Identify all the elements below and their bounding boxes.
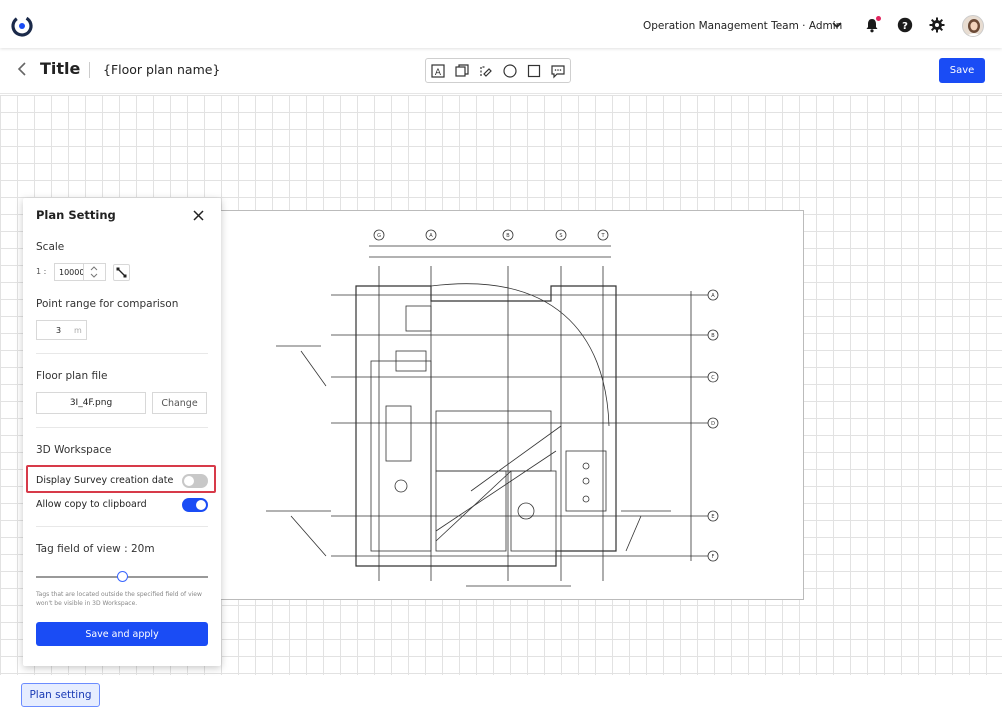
- change-file-button[interactable]: Change: [152, 392, 207, 414]
- allow-copy-toggle[interactable]: [182, 498, 208, 512]
- grid-label: C: [711, 375, 715, 381]
- floor-plan-image[interactable]: [220, 210, 804, 600]
- comment-icon: [550, 63, 566, 79]
- path-edit-tool[interactable]: [474, 59, 498, 82]
- grid-label: F: [711, 554, 715, 560]
- notification-dot: [876, 16, 881, 21]
- avatar[interactable]: [962, 15, 984, 37]
- drawing-toolbar: [425, 58, 571, 83]
- tag-fov-label: Tag field of view : 20m: [36, 543, 155, 555]
- grid-label: A: [429, 233, 433, 239]
- expand-diagonal-icon: [116, 267, 127, 278]
- scale-stepper[interactable]: [83, 264, 103, 280]
- floor-plan-name: {Floor plan name}: [103, 62, 221, 77]
- scale-prefix: 1 :: [36, 267, 47, 276]
- panel-title: Plan Setting: [36, 208, 116, 222]
- grid-label: B: [506, 233, 510, 239]
- scale-label: Scale: [36, 241, 65, 253]
- team-selector[interactable]: Operation Management Team · Admin: [643, 20, 843, 32]
- square-icon: [526, 63, 542, 79]
- toggle-knob: [196, 500, 206, 510]
- scale-measure-button[interactable]: [113, 264, 130, 281]
- file-name-field: 3I_4F.png: [36, 392, 146, 414]
- grid-label: D: [711, 421, 715, 427]
- point-range-unit: m: [74, 326, 82, 335]
- scale-value: 10000: [59, 268, 85, 277]
- square-tool[interactable]: [522, 59, 546, 82]
- floor-plan-file-label: Floor plan file: [36, 370, 108, 382]
- app-logo[interactable]: [10, 14, 34, 38]
- text-box-tool[interactable]: [426, 59, 450, 82]
- title-divider: [89, 62, 90, 78]
- save-and-apply-button[interactable]: Save and apply: [36, 622, 208, 646]
- top-header: [0, 0, 1002, 48]
- divider: [36, 353, 208, 354]
- title-bar: [0, 48, 1002, 94]
- tag-fov-slider-handle[interactable]: [117, 571, 128, 582]
- grid-label: E: [711, 514, 715, 520]
- allow-copy-label: Allow copy to clipboard: [36, 499, 147, 510]
- svg-text:?: ?: [902, 20, 908, 32]
- text-box-icon: [430, 63, 446, 79]
- close-icon[interactable]: [193, 210, 204, 221]
- copy-icon: [454, 63, 470, 79]
- path-edit-icon: [478, 63, 494, 79]
- divider: [36, 526, 208, 527]
- comment-tool[interactable]: [546, 59, 570, 82]
- point-range-value: 3: [56, 326, 62, 335]
- help-icon[interactable]: [897, 17, 913, 33]
- tag-note: Tags that are located outside the specified field of view won't be visible in 3D Workspace.: [36, 591, 202, 607]
- display-survey-label: Display Survey creation date: [36, 475, 174, 486]
- grid-label: A: [711, 293, 715, 299]
- svg-text:A: A: [434, 67, 442, 78]
- grid-label: T: [601, 233, 605, 239]
- workspace-label: 3D Workspace: [36, 444, 112, 456]
- back-arrow-icon[interactable]: [16, 61, 28, 77]
- chevron-down-icon[interactable]: [832, 21, 842, 29]
- point-range-input[interactable]: [36, 320, 87, 340]
- toggle-knob: [184, 476, 194, 486]
- plan-setting-panel: [23, 198, 221, 666]
- point-range-label: Point range for comparison: [36, 298, 179, 310]
- copy-tool[interactable]: [450, 59, 474, 82]
- grid-label: B: [711, 333, 715, 339]
- grid-label: G: [377, 233, 381, 239]
- display-survey-toggle[interactable]: [182, 474, 208, 488]
- page-title: Title: [40, 59, 81, 78]
- circle-tool[interactable]: [498, 59, 522, 82]
- circle-icon: [502, 63, 518, 79]
- grid-label: S: [559, 233, 563, 239]
- divider: [36, 427, 208, 428]
- gear-icon[interactable]: [929, 17, 945, 33]
- save-button[interactable]: Save: [939, 58, 985, 83]
- plan-setting-button[interactable]: Plan setting: [21, 683, 100, 707]
